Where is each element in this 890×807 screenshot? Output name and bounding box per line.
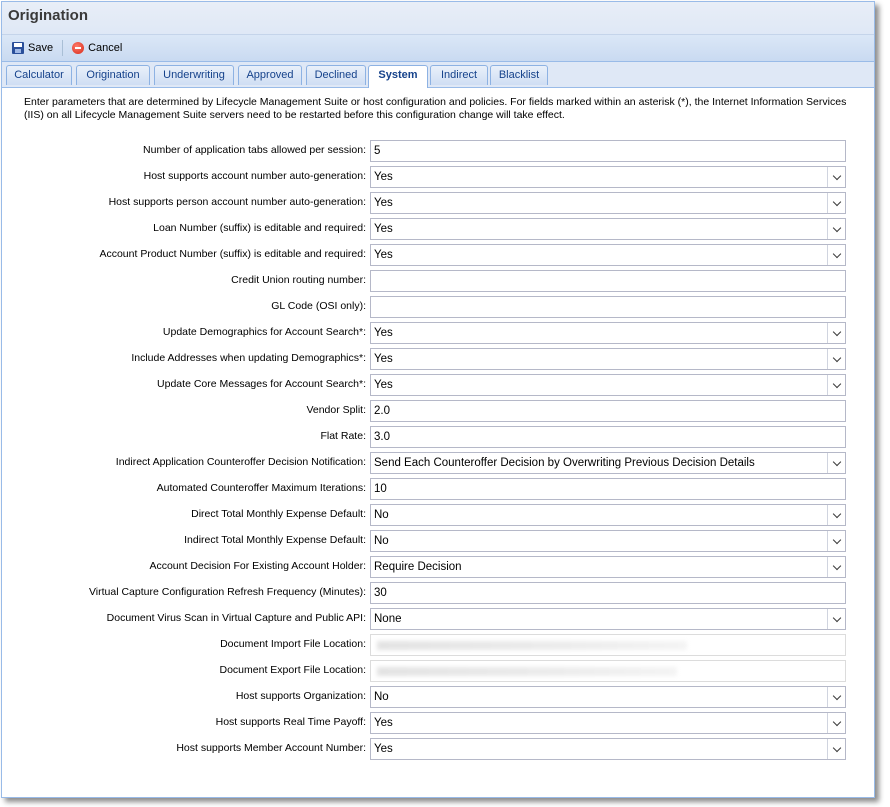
text-input[interactable] [370, 270, 846, 292]
dropdown-trigger[interactable] [827, 609, 845, 629]
chevron-down-icon [832, 197, 840, 205]
redacted-path [377, 667, 677, 676]
dropdown-trigger[interactable] [827, 531, 845, 551]
form-row [2, 296, 874, 318]
tab-underwriting[interactable]: Underwriting [154, 65, 234, 85]
form-row [2, 348, 874, 370]
select-field[interactable] [370, 530, 846, 552]
tab-origination[interactable]: Origination [76, 65, 150, 85]
form-row [2, 374, 874, 396]
chevron-down-icon [832, 223, 840, 231]
dropdown-trigger[interactable] [827, 687, 845, 707]
field-label: Direct Total Monthly Expense Default: [191, 508, 366, 520]
form-row [2, 660, 874, 682]
select-field[interactable] [370, 244, 846, 266]
select-value: No [374, 509, 389, 521]
instructions-text: Enter parameters that are determined by Lifecycle Management Suite or host configuration and policies. For fields marked within an asterisk (*), the Internet Information Services (IIS) on all Lifecycle Management Suite servers need to be restarted before this configuration change will take effect. [24, 96, 847, 121]
window-title: Origination [2, 2, 874, 35]
field-label: Document Virus Scan in Virtual Capture and Public API: [106, 612, 366, 624]
chevron-down-icon [832, 743, 840, 751]
text-input[interactable]: 2.0 [370, 400, 846, 422]
field-label: Document Import File Location: [220, 638, 366, 650]
select-value: Yes [374, 171, 393, 183]
chevron-down-icon [832, 327, 840, 335]
tab-approved[interactable]: Approved [238, 65, 302, 85]
select-field[interactable] [370, 322, 846, 344]
form-row [2, 504, 874, 526]
dropdown-trigger[interactable] [827, 193, 845, 213]
dropdown-trigger[interactable] [827, 245, 845, 265]
select-value: Yes [374, 743, 393, 755]
select-field[interactable] [370, 348, 846, 370]
form-row [2, 140, 874, 162]
text-input[interactable]: 3.0 [370, 426, 846, 448]
select-value: Yes [374, 379, 393, 391]
form-row [2, 270, 874, 292]
form-row [2, 530, 874, 552]
select-value: No [374, 535, 389, 547]
field-label: Virtual Capture Configuration Refresh Frequency (Minutes): [88, 586, 366, 598]
select-value: No [374, 691, 389, 703]
text-input[interactable]: 10 [370, 478, 846, 500]
field-label: Host supports Member Account Number: [176, 742, 366, 754]
form-row [2, 634, 874, 656]
tab-calculator[interactable]: Calculator [6, 65, 72, 85]
form-row [2, 166, 874, 188]
field-label: Host supports Organization: [235, 690, 366, 702]
field-label: Include Addresses when updating Demographics*: [131, 352, 366, 364]
form-row [2, 322, 874, 344]
select-field[interactable] [370, 738, 846, 760]
field-label: Loan Number (suffix) is editable and required: [153, 222, 366, 234]
select-field[interactable] [370, 556, 846, 578]
chevron-down-icon [832, 561, 840, 569]
select-value: Yes [374, 327, 393, 339]
dropdown-trigger[interactable] [827, 713, 845, 733]
tab-declined[interactable]: Declined [306, 65, 366, 85]
form-row [2, 478, 874, 500]
save-button[interactable] [8, 40, 57, 56]
select-field[interactable] [370, 192, 846, 214]
field-label: Host supports person account number auto-generation: [108, 196, 366, 208]
form-row [2, 712, 874, 734]
cancel-icon [72, 42, 84, 54]
field-label: Host supports account number auto-generation: [143, 170, 366, 182]
field-label: Vendor Split: [306, 404, 366, 416]
cancel-button-label: Cancel [88, 42, 123, 54]
select-field[interactable] [370, 166, 846, 188]
form-row [2, 452, 874, 474]
cancel-button[interactable] [68, 40, 126, 56]
toolbar [2, 35, 874, 62]
dropdown-trigger[interactable] [827, 505, 845, 525]
tab-blacklist[interactable]: Blacklist [490, 65, 548, 85]
select-value: Yes [374, 249, 393, 261]
dropdown-trigger[interactable] [827, 323, 845, 343]
text-input[interactable]: 5 [370, 140, 846, 162]
text-input[interactable] [370, 296, 846, 318]
field-label: Credit Union routing number: [231, 274, 366, 286]
save-button-label: Save [28, 42, 54, 54]
select-field[interactable] [370, 374, 846, 396]
select-field[interactable] [370, 452, 846, 474]
chevron-down-icon [832, 717, 840, 725]
chevron-down-icon [832, 535, 840, 543]
select-field[interactable] [370, 686, 846, 708]
select-value: Yes [374, 353, 393, 365]
field-label: Account Product Number (suffix) is editable and required: [99, 248, 366, 260]
dropdown-trigger[interactable] [827, 167, 845, 187]
field-label: Indirect Total Monthly Expense Default: [184, 534, 366, 546]
form-row [2, 192, 874, 214]
form-row [2, 426, 874, 448]
select-value: Yes [374, 223, 393, 235]
select-value: Yes [374, 717, 393, 729]
field-label: Update Demographics for Account Search*: [162, 326, 366, 338]
redacted-path [377, 641, 687, 650]
dropdown-trigger[interactable] [827, 739, 845, 759]
dropdown-trigger[interactable] [827, 349, 845, 369]
field-label: Host supports Real Time Payoff: [215, 716, 366, 728]
chevron-down-icon [832, 509, 840, 517]
field-label: Document Export File Location: [219, 664, 366, 676]
chevron-down-icon [832, 457, 840, 465]
chevron-down-icon [832, 249, 840, 257]
dropdown-trigger[interactable] [827, 453, 845, 473]
select-field[interactable] [370, 504, 846, 526]
tab-system[interactable]: System [368, 65, 428, 88]
dropdown-trigger[interactable] [827, 375, 845, 395]
field-label: GL Code (OSI only): [271, 300, 366, 312]
text-input[interactable]: 30 [370, 582, 846, 604]
form-row [2, 738, 874, 760]
form-row [2, 400, 874, 422]
dropdown-trigger[interactable] [827, 557, 845, 577]
system-settings-panel [2, 88, 874, 798]
chevron-down-icon [832, 613, 840, 621]
tab-indirect[interactable]: Indirect [430, 65, 488, 85]
field-label: Number of application tabs allowed per session: [143, 144, 366, 156]
select-field[interactable] [370, 712, 846, 734]
form-row [2, 218, 874, 240]
select-value: Yes [374, 197, 393, 209]
file-location-input[interactable] [370, 634, 846, 656]
toolbar-separator [62, 40, 63, 56]
field-label: Flat Rate: [320, 430, 366, 442]
chevron-down-icon [832, 171, 840, 179]
file-location-input[interactable] [370, 660, 846, 682]
select-value: None [374, 613, 402, 625]
tab-strip [2, 62, 874, 88]
select-field[interactable] [370, 608, 846, 630]
select-value: Require Decision [374, 561, 462, 573]
origination-window [1, 1, 875, 798]
dropdown-trigger[interactable] [827, 219, 845, 239]
field-label: Update Core Messages for Account Search*: [157, 378, 366, 390]
form-row [2, 608, 874, 630]
field-label: Indirect Application Counteroffer Decision Notification: [115, 456, 366, 468]
form-row [2, 556, 874, 578]
chevron-down-icon [832, 353, 840, 361]
field-label: Account Decision For Existing Account Holder: [149, 560, 366, 572]
field-label: Automated Counteroffer Maximum Iterations: [156, 482, 366, 494]
save-icon [12, 42, 24, 54]
chevron-down-icon [832, 379, 840, 387]
select-field[interactable] [370, 218, 846, 240]
chevron-down-icon [832, 691, 840, 699]
form-row [2, 244, 874, 266]
select-value: Send Each Counteroffer Decision by Overwriting Previous Decision Details [374, 457, 755, 469]
form-row [2, 582, 874, 604]
form-row [2, 686, 874, 708]
